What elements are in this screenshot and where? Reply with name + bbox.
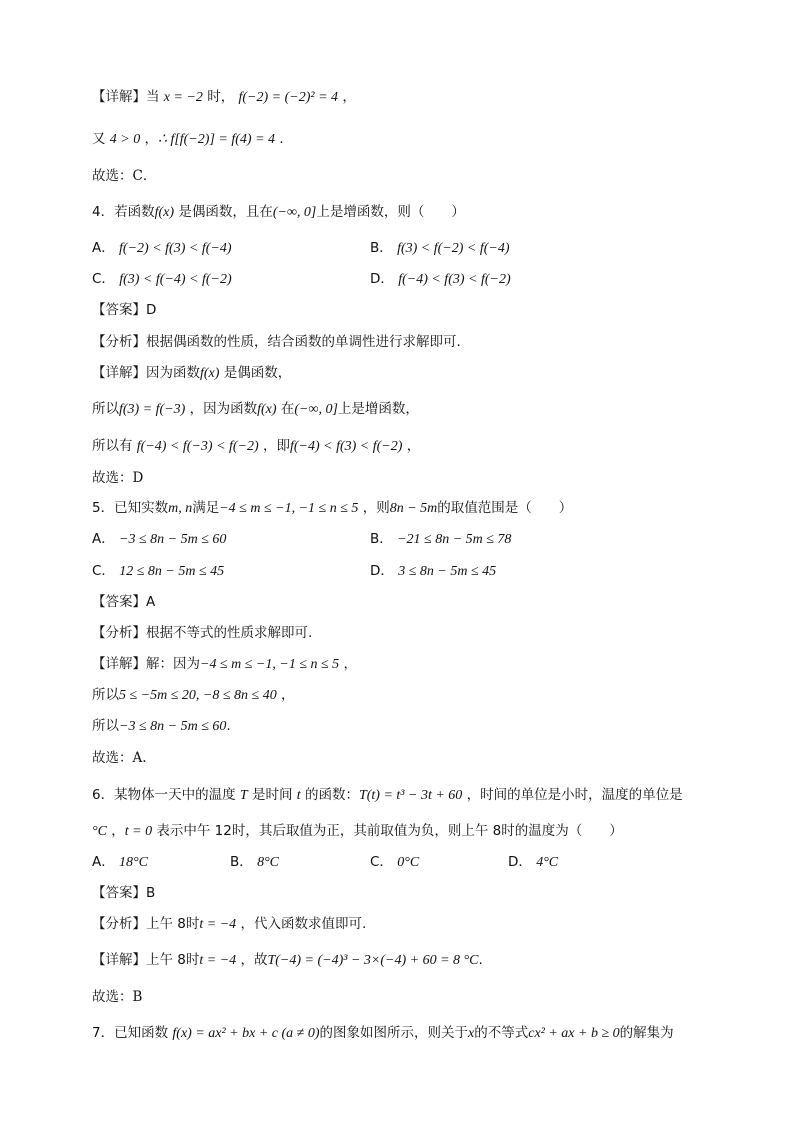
analysis-line: 【分析】根据不等式的性质求解即可. [92, 625, 313, 641]
question-5: 5．已知实数m, n满足−4 ≤ m ≤ −1, −1 ≤ n ≤ 5 ，则8n − 5m的取值范围是（ ） [92, 500, 573, 516]
option-d: D． 4°C [508, 854, 559, 870]
answer-selection: 故选：B [92, 989, 143, 1005]
option-c: C． 0°C [370, 854, 420, 870]
option-c: C． 12 ≤ 8n − 5m ≤ 45 [92, 563, 225, 579]
option-a: A． 18°C [92, 854, 148, 870]
option-a: A． f(−2) < f(3) < f(−4) [92, 240, 232, 256]
detail-line: 所以f(3) = f(−3) ，因为函数f(x) 在(−∞, 0]上是增函数， [92, 401, 419, 417]
detail-line: 所以有 f(−4) < f(−3) < f(−2) ，即f(−4) < f(3) < f(−2) ， [92, 438, 421, 454]
detail-line: 所以−3 ≤ 8n − 5m ≤ 60. [92, 718, 231, 734]
answer-line: 【答案】B [92, 885, 156, 901]
option-a: A． −3 ≤ 8n − 5m ≤ 60 [92, 531, 227, 547]
detail-line: 【详解】因为函数f(x) 是偶函数， [92, 365, 292, 381]
detail-tag: 【详解】 [92, 89, 146, 105]
question-4: 4．若函数f(x) 是偶函数，且在(−∞, 0]上是增函数，则（ ） [92, 204, 465, 220]
question-6-cont: °C ，t = 0 表示中午 12时，其后取值为正，其前取值为负，则上午 8时的温度为（ ） [92, 823, 623, 839]
analysis-line: 【分析】根据偶函数的性质，结合函数的单调性进行求解即可. [92, 334, 461, 350]
detail-line: 【详解】解：因为−4 ≤ m ≤ −1, −1 ≤ n ≤ 5 ， [92, 656, 357, 672]
detail-line: 【详解】当 x = −2 时， f(−2) = (−2)² = 4 ， [92, 89, 356, 105]
detail-line: 【详解】上午 8时t = −4 ，故T(−4) = (−4)³ − 3×(−4) + 60 = 8 °C. [92, 952, 483, 968]
question-6: 6．某物体一天中的温度 T 是时间 t 的函数：T(t) = t³ − 3t + 60 ，时间的单位是小时，温度的单位是 [92, 787, 683, 803]
analysis-line: 【分析】上午 8时t = −4 ，代入函数求值即可. [92, 916, 367, 932]
option-b: B． f(3) < f(−2) < f(−4) [370, 240, 510, 256]
answer-selection: 故选：D [92, 470, 144, 486]
answer-line: 【答案】A [92, 594, 156, 610]
option-c: C． f(3) < f(−4) < f(−2) [92, 271, 232, 287]
question-7: 7．已知函数 f(x) = ax² + bx + c (a ≠ 0)的图象如图所示，则关于x的不等式cx² + ax + b ≥ 0的解集为 [92, 1025, 674, 1041]
answer-line: 【答案】D [92, 302, 157, 318]
option-d: D． 3 ≤ 8n − 5m ≤ 45 [370, 563, 497, 579]
detail-line: 所以5 ≤ −5m ≤ 20, −8 ≤ 8n ≤ 40 ， [92, 687, 295, 703]
option-b: B． −21 ≤ 8n − 5m ≤ 78 [370, 531, 512, 547]
answer-selection: 故选：A. [92, 750, 147, 766]
detail-line: 又 4 > 0 ，∴ f[f(−2)] = f(4) = 4 ． [92, 131, 293, 147]
option-d: D． f(−4) < f(3) < f(−2) [370, 271, 511, 287]
answer-selection: 故选：C． [92, 168, 157, 184]
option-b: B． 8°C [230, 854, 279, 870]
